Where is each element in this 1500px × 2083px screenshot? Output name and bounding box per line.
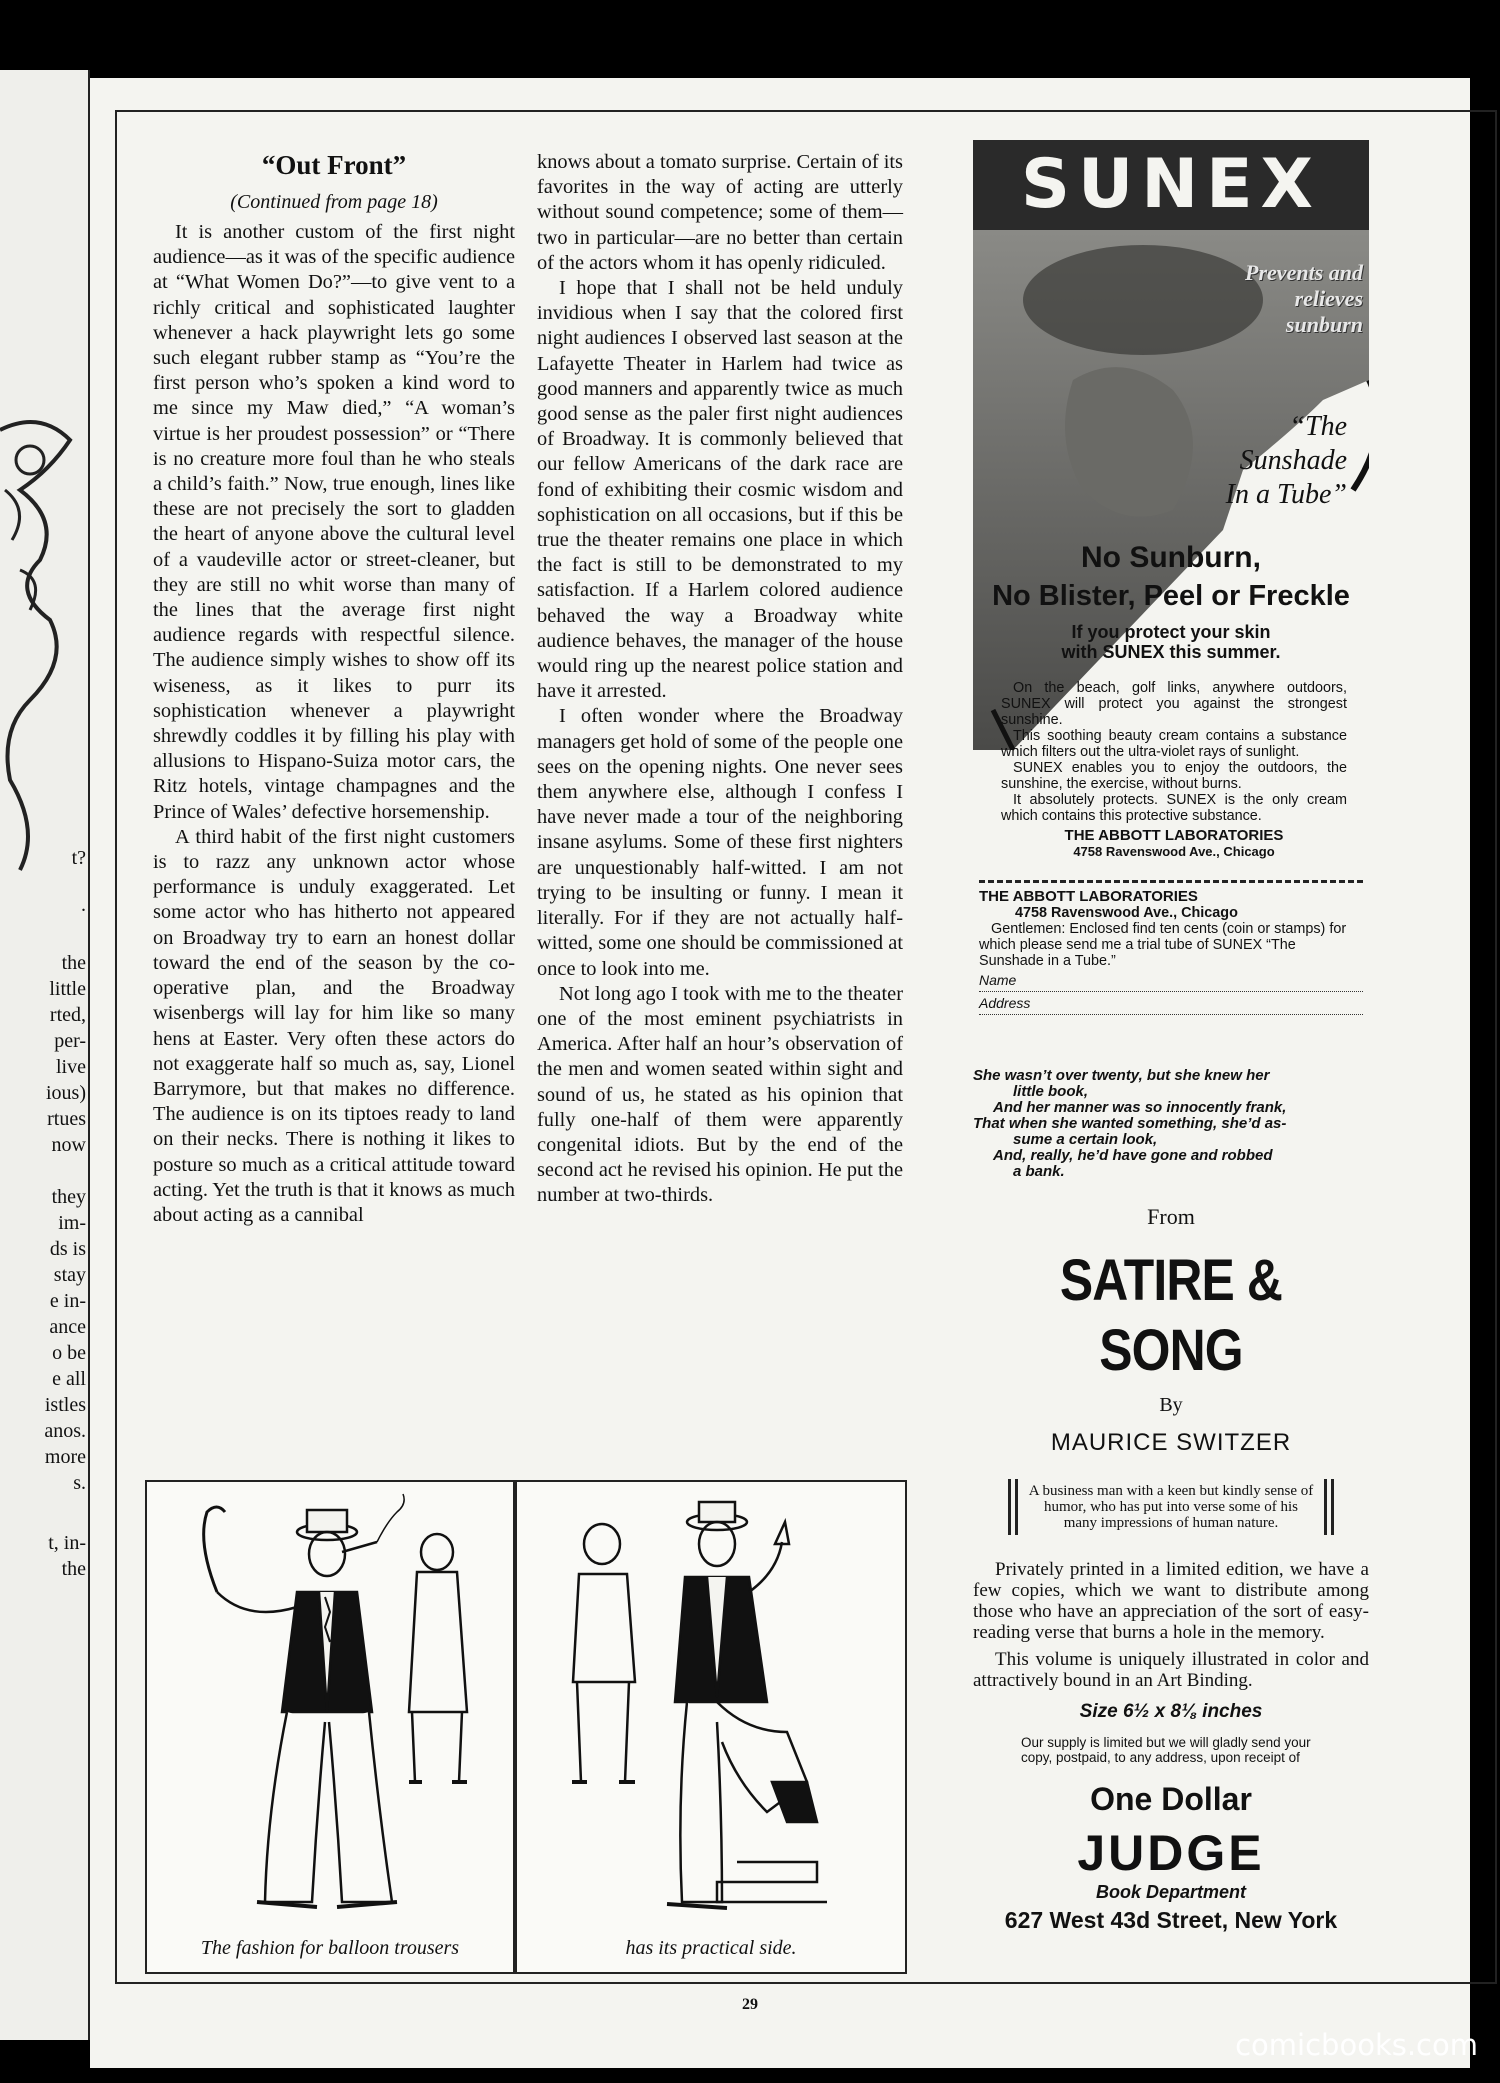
verse-excerpt — [973, 1068, 1369, 1180]
sunex-body-paragraph: This soothing beauty cream contains a substance which filters out the ultra-violet rays of sunlight. — [1001, 728, 1347, 760]
article-paragraph: knows about a tomato surprise. Certain of its favorites in the way of acting are utterly without sound competence; some of them—two in particular—are no better than certain of the actors whom it has openly ridiculed. — [537, 151, 903, 274]
left-page-text-fragment: rtues — [47, 1108, 86, 1130]
sunex-slogan — [1226, 410, 1347, 512]
left-page-text-fragment: im- — [58, 1212, 86, 1234]
coupon-company: THE ABBOTT LABORATORIES — [979, 888, 1198, 905]
sunex-company-address: 4758 Ravenswood Ave., Chicago — [1073, 844, 1275, 859]
sunex-tagline-line: relieves — [1294, 286, 1363, 311]
left-page-text-fragment: ious) — [46, 1082, 86, 1104]
article-body — [153, 220, 515, 1228]
verse-line: a bank. — [1013, 1163, 1065, 1180]
dandy-with-cane-illustration — [147, 1482, 513, 1922]
left-page-text-fragment: ance — [49, 1316, 86, 1338]
by-label: By — [1159, 1394, 1183, 1416]
left-page-text-fragment: o be — [52, 1342, 86, 1364]
coupon-address-field[interactable] — [979, 992, 1363, 1015]
verse-line: She wasn’t over twenty, but she knew her — [973, 1067, 1270, 1084]
cartoon-panel-right — [515, 1480, 907, 1974]
left-page-text-fragment: they — [51, 1186, 86, 1208]
left-page-illustration-fragment — [0, 400, 80, 900]
article-paragraph: A third habit of the first night customers is to razz any unknown actor whose performance is unduly exaggerated. Let some actor who has hitherto not appeared on Broadway try to earn an honest dollar toward the end of the season by the co-operative plan, and the Broadway wisenbergs will lay for him like so many hens at Easter. Very often these actors do not exaggerate half so much as, say, Lionel Barrymore, but that makes no difference. The audience is on its tiptoes ready to land on their necks. There is nothing it likes to posture so much as a critical attitude toward acting. Yet the truth is that it knows as much about acting as a cannibal — [153, 825, 515, 1226]
coupon-text: Gentlemen: Enclosed find ten cents (coin or stamps) for which please send me a trial tube of SUNEX “The Sunshade in a Tube.” — [979, 921, 1347, 969]
publisher-name: JUDGE — [1077, 1825, 1265, 1881]
left-page-text-fragment: t, in- — [48, 1532, 86, 1554]
from-label: From — [1147, 1204, 1195, 1229]
article-body — [537, 150, 903, 1209]
book-title: SATIRE & SONG — [1059, 1248, 1283, 1383]
satire-and-song-advertisement — [973, 1068, 1369, 1978]
verse-line: And her manner was so innocently frank, — [993, 1099, 1287, 1116]
left-page-text-fragment: e all — [52, 1368, 86, 1390]
satire-paragraph: Privately printed in a limited edition, we have a few copies, which we want to distribute among those who have an appreciation of the sort of easy-reading verse that burns a hole in the memory. — [973, 1559, 1369, 1643]
publisher-department: Book Department — [1095, 1882, 1247, 1902]
continued-note: (Continued from page 18) — [230, 191, 438, 213]
left-page-text-fragment: the — [61, 1558, 86, 1580]
sunex-logo: SUNEX — [973, 140, 1369, 230]
sunex-body-paragraph: SUNEX enables you to enjoy the outdoors, the sunshine, the exercise, without burns. — [1001, 760, 1347, 792]
dandy-on-stairs-illustration — [517, 1482, 905, 1922]
left-page-sliver — [0, 70, 90, 2040]
left-page-text-fragment: stay — [53, 1264, 86, 1286]
cartoon-panel-left — [145, 1480, 515, 1974]
left-page-text-fragment: anos. — [44, 1420, 86, 1442]
article-title: “Out Front” — [261, 150, 407, 180]
left-page-text-fragment: rted, — [49, 1004, 86, 1026]
left-page-text-fragment: more — [44, 1446, 86, 1468]
sunex-company: THE ABBOTT LABORATORIES — [1064, 827, 1284, 844]
left-page-text-fragment: ds is — [49, 1238, 86, 1260]
left-page-text-fragment: now — [51, 1134, 86, 1156]
article-paragraph: It is another custom of the first night audience—as it was of the specific audience at “What Women Do?”—to give vent to a richly critical and sophisticated laughter whenever a hack playwright lets go some such elegant rubber stamp as “You’re the first person who’s spoken a kind word to me since my Maw died,” “A woman’s virtue is her proudest possession” or “There is no creature more foul than he who steals a child’s faith.” Now, true enough, lines like these are not precisely the sort to gladden the heart of anyone above the cultural level of a vaudeville actor or street-cleaner, but they are still no whit worse than many of the lines that the average first night audience regards with respectful silence. The audience simply wishes to show off its wiseness, as it likes to purr its sophistication whenever a playwright shrewdly coddles it by filling his play with allusions to Hispano-Suiza motor cars, the Ritz hotels, vintage champagnes and the Prince of Wales’ defective horsemenship. — [153, 221, 515, 823]
sunex-coupon[interactable] — [979, 880, 1363, 1015]
coupon-name-label: Name — [979, 972, 1017, 988]
article-paragraph: I hope that I shall not be held unduly invidious when I say that the colored first night audiences I observed last season at the Lafayette Theater in Harlem had twice as good manners and apparently twice as much good sense as the paler first night audiences of Broadway. It is commonly believed that our fellow Americans of the dark race are fond of exhibiting their cosmic wisdom and sophistication on all occasions, but if this be true the theater remains one place in which the fact is still to be demonstrated to my satisfaction. If a Harlem colored audience behaved the way a Broadway white audience behaves, the manager of the house would ring up the nearest police station and have it arrested. — [537, 277, 903, 703]
sunex-body-paragraph: It absolutely protects. SUNEX is the only cream which contains this protective substance. — [1001, 792, 1347, 824]
sunex-headline-1: No Sunburn, — [1081, 541, 1261, 574]
left-page-text-fragment: the — [61, 952, 86, 974]
verse-line: That when she wanted something, she’d as- — [973, 1115, 1287, 1132]
sunex-headline-2: No Blister, Peel or Freckle — [992, 580, 1350, 612]
left-page-text-fragment: little — [49, 978, 86, 1000]
verse-line: And, really, he’d have gone and robbed — [993, 1147, 1273, 1164]
article-paragraph: Not long ago I took with me to the theater one of the most eminent psychiatrists in America. After half an hour’s observation of the men and women seated within sight and sound of us, he stated as his opinion that fully one-half of them were apparently congenital idiots. But by the end of the second act he revised his opinion. He put the number at two-thirds. — [537, 982, 903, 1207]
coupon-address-label: Address — [979, 995, 1031, 1011]
sunex-tagline-line: sunburn — [1285, 312, 1363, 337]
article-column-1 — [153, 150, 515, 1228]
left-page-text-fragment: e in- — [49, 1290, 86, 1312]
book-size: Size 6½ x 8⅛ inches — [1079, 1701, 1263, 1722]
coupon-address: 4758 Ravenswood Ave., Chicago — [1015, 905, 1238, 921]
sunex-tagline — [1245, 260, 1363, 338]
cartoon-caption-left: The fashion for balloon trousers — [200, 1937, 460, 1959]
sunex-slogan-line: Sunshade — [1239, 445, 1347, 476]
left-page-text-fragment: per- — [54, 1030, 86, 1052]
verse-line: sume a certain look, — [1013, 1131, 1158, 1148]
author-description-box: A business man with a keen but kindly sense of humor, who has put into verse some of his many impressions of human nature. — [1008, 1479, 1334, 1535]
coupon-name-field[interactable] — [979, 969, 1363, 992]
left-page-text-fragment: live — [56, 1056, 86, 1078]
book-author: MAURICE SWITZER — [1050, 1429, 1292, 1456]
sunex-slogan-line: “The — [1289, 411, 1347, 442]
book-price: One Dollar — [1090, 1781, 1252, 1817]
sunex-subhead-1: If you protect your skin — [1071, 622, 1271, 642]
sunex-subhead-2: with SUNEX this summer. — [1061, 642, 1281, 662]
left-page-text-fragment: s. — [73, 1472, 86, 1494]
left-page-text-fragment: . — [81, 894, 86, 916]
sunex-tagline-line: Prevents and — [1245, 260, 1363, 285]
publisher-address: 627 West 43d Street, New York — [1004, 1907, 1338, 1933]
cartoon-caption-right: has its practical side. — [625, 1937, 797, 1959]
sunex-advertisement — [973, 140, 1369, 1026]
left-page-text-fragment: istles — [44, 1394, 86, 1416]
sunex-body-copy — [1001, 680, 1347, 860]
sunex-body-paragraph: On the beach, golf links, anywhere outdoors, SUNEX will protect you against the strongest sunshine. — [1001, 680, 1347, 728]
supply-note: Our supply is limited but we will gladly send your copy, postpaid, to any address, upon receipt of — [1021, 1735, 1311, 1765]
article-column-2 — [537, 150, 903, 1209]
article-paragraph: I often wonder where the Broadway managers get hold of some of the people one sees on the opening nights. One never sees them anywhere else, although I confess I have never made a tour of the neighboring insane asylums. Some of these first nighters are unquestionably half-witted. I am not trying to be insulting or funny. I mean it literally. For if they are not actually half-witted, some one should be commissioned at once to look into me. — [537, 705, 903, 980]
left-page-text-fragment: t? — [71, 847, 86, 869]
site-watermark: comicbooks.com — [1235, 2028, 1478, 2062]
sunex-slogan-line: In a Tube” — [1225, 479, 1347, 510]
verse-line: little book, — [1013, 1083, 1088, 1100]
page-number: 29 — [742, 1996, 758, 2013]
satire-paragraph: This volume is uniquely illustrated in color and attractively bound in an Art Binding. — [973, 1649, 1369, 1691]
